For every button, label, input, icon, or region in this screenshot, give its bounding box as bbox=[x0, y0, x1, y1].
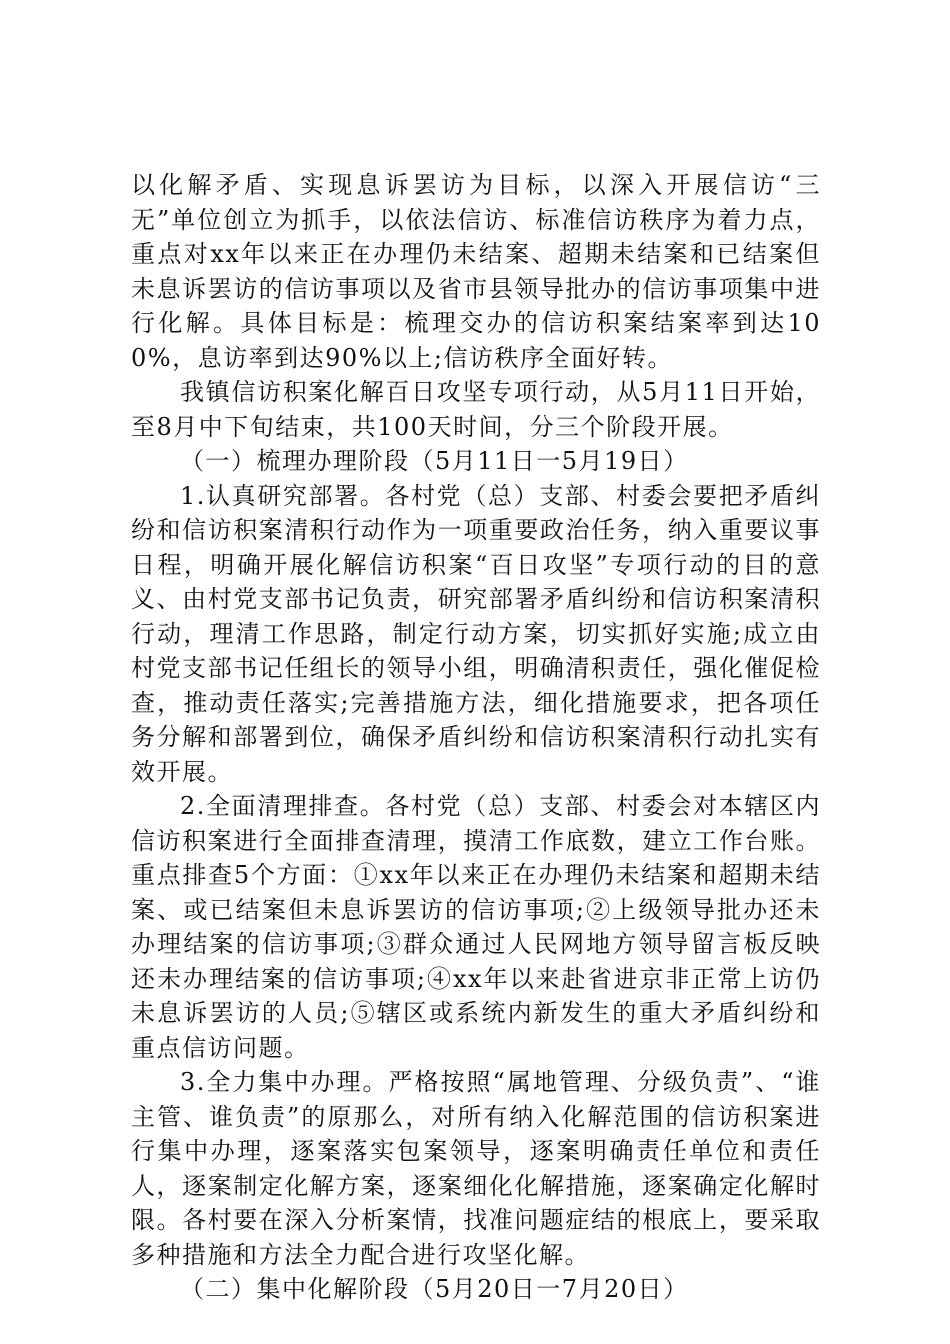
paragraph-item-3: 3.全力集中办理。严格按照“属地管理、分级负责”、“谁主管、谁负责”的原那么，对所有纳入化解范围的信访积案进行集中办理，逐案落实包案领导，逐案明确责任单位和责任人，逐案制定化解方案，逐案细化化解措施，逐案确定化解时限。各村要在深入分析案情，找准问题症结的根底上，要采取多种措施和方法全力配合进行攻坚化解。 bbox=[131, 1068, 821, 1269]
paragraph-item-2: 2.全面清理排查。各村党（总）支部、村委会对本辖区内信访积案进行全面排查清理，摸清工作底数，建立工作台账。重点排查5个方面：①xx年以来正在办理仍未结案和超期未结案、或已结案但未息诉罢访的信访事项;②上级领导批办还未办理结案的信访事项;③群众通过人民网地方领导留言板反映还未办理结案的信访事项;④xx年以来赴省进京非正常上访仍未息诉罢访的人员;⑤辖区或系统内新发生的重大矛盾纠纷和重点信访问题。 bbox=[131, 792, 821, 1062]
paragraph-item-1: 1.认真研究部署。各村党（总）支部、村委会要把矛盾纠纷和信访积案清积行动作为一项重要政治任务，纳入重要议事日程，明确开展化解信访积案“百日攻坚”专项行动的目的意义、由村党支部书记负责，研究部署矛盾纠纷和信访积案清积行动，理清工作思路，制定行动方案，切实抓好实施;成立由村党支部书记任组长的领导小组，明确清积责任，强化催促检查，推动责任落实;完善措施方法，细化措施要求，把各项任务分解和部署到位，确保矛盾纠纷和信访积案清积行动扎实有效开展。 bbox=[131, 481, 821, 786]
section-heading-1: （一）梳理办理阶段（5月11日一5月19日） bbox=[180, 447, 689, 475]
section-heading-2: （二）集中化解阶段（5月20日一7月20日） bbox=[180, 1275, 689, 1303]
document-body bbox=[131, 168, 821, 1307]
paragraph-schedule: 我镇信访积案化解百日攻坚专项行动，从5月11日开始，至8月中下旬结束，共100天时间，分三个阶段开展。 bbox=[131, 378, 821, 441]
paragraph-goals: 以化解矛盾、实现息诉罢访为目标，以深入开展信访“三无”单位创立为抓手，以依法信访、标准信访秩序为着力点，重点对xx年以来正在办理仍未结案、超期未结案和已结案但未息诉罢访的信访事项以及省市县领导批办的信访事项集中进行化解。具体目标是：梳理交办的信访积案结案率到达100%，息访率到达90%以上;信访秩序全面好转。 bbox=[131, 171, 821, 372]
